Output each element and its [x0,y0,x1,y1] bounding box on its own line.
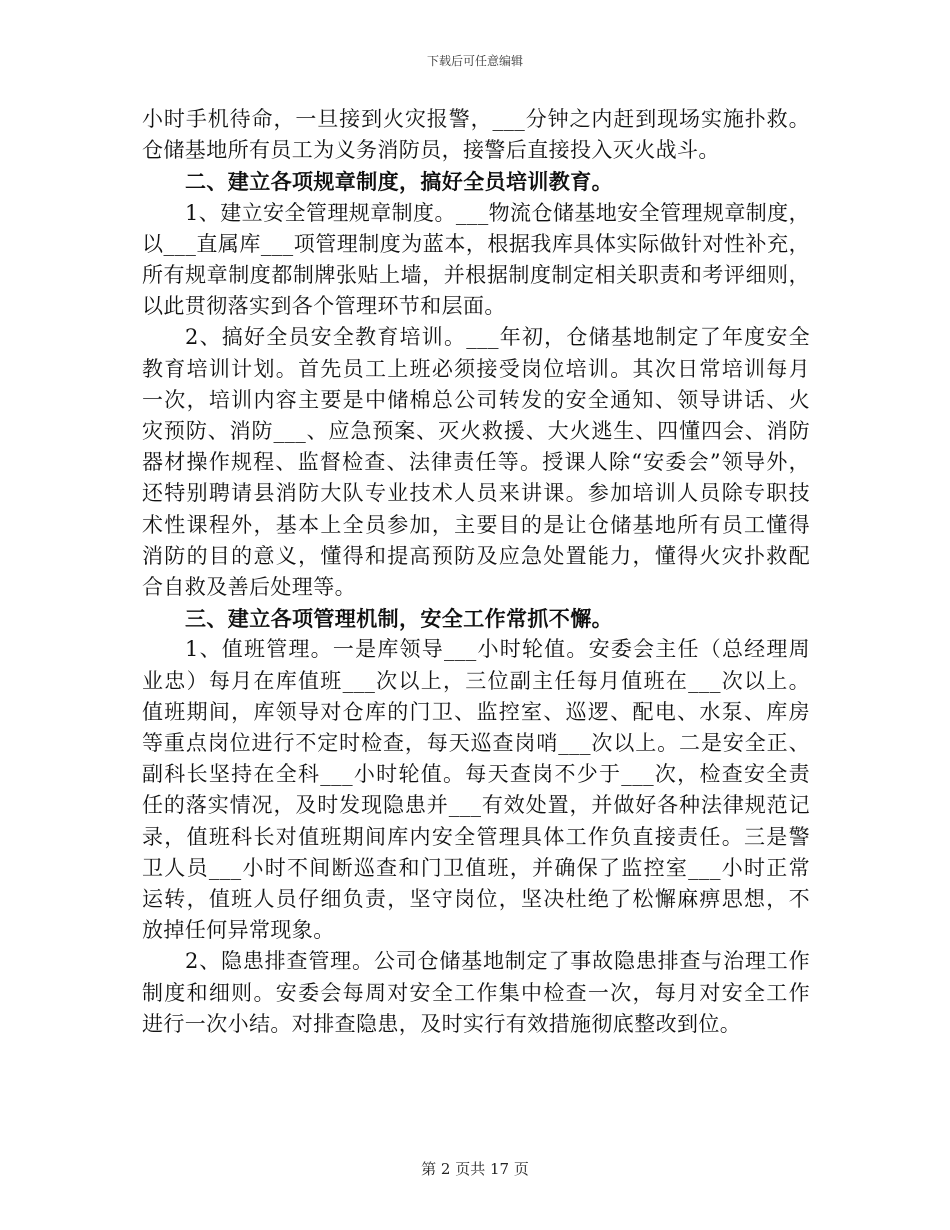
text-line: 副科长坚持在全科___小时轮值。每天查岗不少于___次，检查安全责 [142,762,810,787]
text-line: 运转，值班人员仔细负责，坚守岗位，坚决杜绝了松懈麻痹思想，不 [142,887,810,912]
text-line: 值班期间，库领导对仓库的门卫、监控室、巡逻、配电、水泵、库房 [142,699,810,724]
page-footer: 第 2 页共 17 页 [421,1160,529,1178]
text-line: 任的落实情况，及时发现隐患并___有效处置，并做好各种法律规范记 [142,793,810,818]
text-line: 术性课程外，基本上全员参加，主要目的是让仓储基地所有员工懂得 [142,512,810,537]
text-line: 消防的目的意义，懂得和提高预防及应急处置能力，懂得火灾扑救配 [142,543,810,568]
document-body [142,104,810,1040]
section-heading: 二、建立各项规章制度，搞好全员培训教育。 [185,169,613,195]
text-line: 一次，培训内容主要是中储棉总公司转发的安全通知、领导讲话、火 [142,387,810,412]
text-line: 教育培训计划。首先员工上班必须接受岗位培训。其次日常培训每月 [142,356,810,381]
section-heading: 三、建立各项管理机制，安全工作常抓不懈。 [185,606,613,632]
text-line: 以此贯彻落实到各个管理环节和层面。 [142,294,506,319]
text-line: 灾预防、消防___、应急预案、灭火救援、大火逃生、四懂四会、消防 [142,419,810,444]
page-header: 下载后可任意编辑 [426,54,523,68]
text-line: 还特别聘请县消防大队专业技术人员来讲课。参加培训人员除专职技 [142,481,810,506]
text-line: 卫人员___小时不间断巡查和门卫值班，并确保了监控室___小时正常 [142,855,810,880]
text-line: 录，值班科长对值班期间库内安全管理具体工作负直接责任。三是警 [142,824,810,849]
text-line: 业忠）每月在库值班___次以上，三位副主任每月值班在___次以上。 [142,668,810,693]
text-line: 制度和细则。安委会每周对安全工作集中检查一次，每月对安全工作 [142,980,810,1005]
text-line: 2、搞好全员安全教育培训。___年初，仓储基地制定了年度安全 [185,325,810,350]
text-line: 所有规章制度都制牌张贴上墙，并根据制度制定相关职责和考评细则， [142,263,810,288]
text-line: 以___直属库___项管理制度为蓝本，根据我库具体实际做针对性补充， [142,231,810,256]
text-line: 1、值班管理。一是库领导___小时轮值。安委会主任（总经理周 [185,637,810,662]
text-line: 放掉任何异常现象。 [142,918,335,943]
text-line: 进行一次小结。对排查隐患，及时实行有效措施彻底整改到位。 [142,1011,742,1036]
text-line: 器材操作规程、监督检查、法律责任等。授课人除“安委会”领导外， [142,450,810,475]
text-line: 2、隐患排查管理。公司仓储基地制定了事故隐患排查与治理工作 [185,949,810,974]
text-line: 仓储基地所有员工为义务消防员，接警后直接投入灭火战斗。 [142,138,720,163]
text-line: 1、建立安全管理规章制度。___物流仓储基地安全管理规章制度， [185,200,810,225]
text-line: 合自救及善后处理等。 [142,575,356,600]
text-line: 等重点岗位进行不定时检查，每天巡查岗哨___次以上。二是安全正、 [142,731,810,756]
text-line: 小时手机待命，一旦接到火灾报警，___分钟之内赶到现场实施扑救。 [142,107,810,131]
